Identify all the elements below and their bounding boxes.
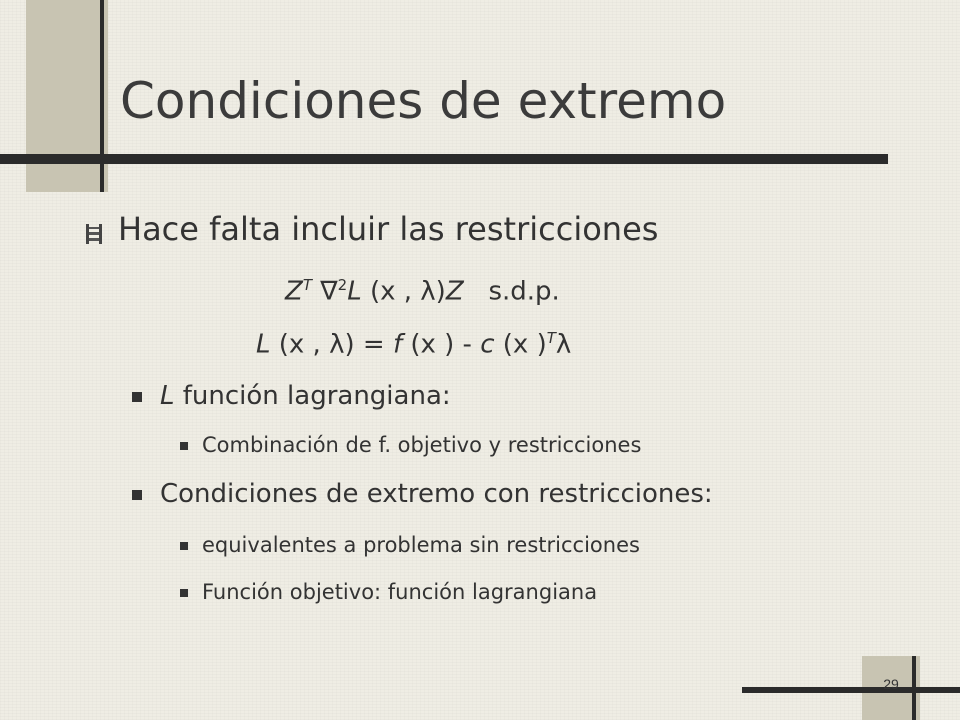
formula1-sup-t: T [302,276,312,294]
square-bullet-icon [180,542,188,550]
formula-hessian [285,276,560,307]
formula2-lambda: λ [555,329,572,360]
nabla-symbol: ∇ [320,276,338,307]
formula2-mid: (x ) - [402,329,481,360]
square-bullet-icon [132,392,142,402]
formula2-f: f [392,329,403,360]
list-item-text: equivalentes a problema sin restricciones [202,533,640,557]
formula-lagrangian [256,329,571,360]
formula1-z2: Z [445,276,464,307]
lagrangian-symbol: L [160,381,175,411]
decorative-vertical-line-top [100,0,104,192]
sub-bullet-conditions-text: Condiciones de extremo con restricciones: [160,479,713,509]
slide-title: Condiciones de extremo [120,72,727,130]
formula1-args: (x , λ) [361,276,446,307]
formula1-z: Z [285,276,303,307]
formula1-sup-2: 2 [337,276,348,294]
main-bullet-text: Hace falta incluir las restricciones [118,210,659,248]
formula2-rhs: (x ) [494,329,547,360]
formula2-l: L [256,329,271,360]
formula2-c: c [480,329,495,360]
square-bullet-icon [180,442,188,450]
square-bullet-icon [132,490,142,500]
formula2-sup-t: T [546,329,556,347]
sub-bullet-lagrangian-text: función lagrangiana: [174,381,451,411]
footer-rule [742,687,960,693]
formula1-l: L [347,276,362,307]
title-rule [0,154,888,164]
list-item-text: Combinación de f. objetivo y restricciones [202,433,642,457]
bullet-icon [84,224,104,244]
formula2-lhs: (x , λ) = [270,329,393,360]
list-item-text: Función objetivo: función lagrangiana [202,580,598,604]
square-bullet-icon [180,589,188,597]
page-number: 29 [883,676,899,692]
formula1-suffix: s.d.p. [488,276,560,307]
